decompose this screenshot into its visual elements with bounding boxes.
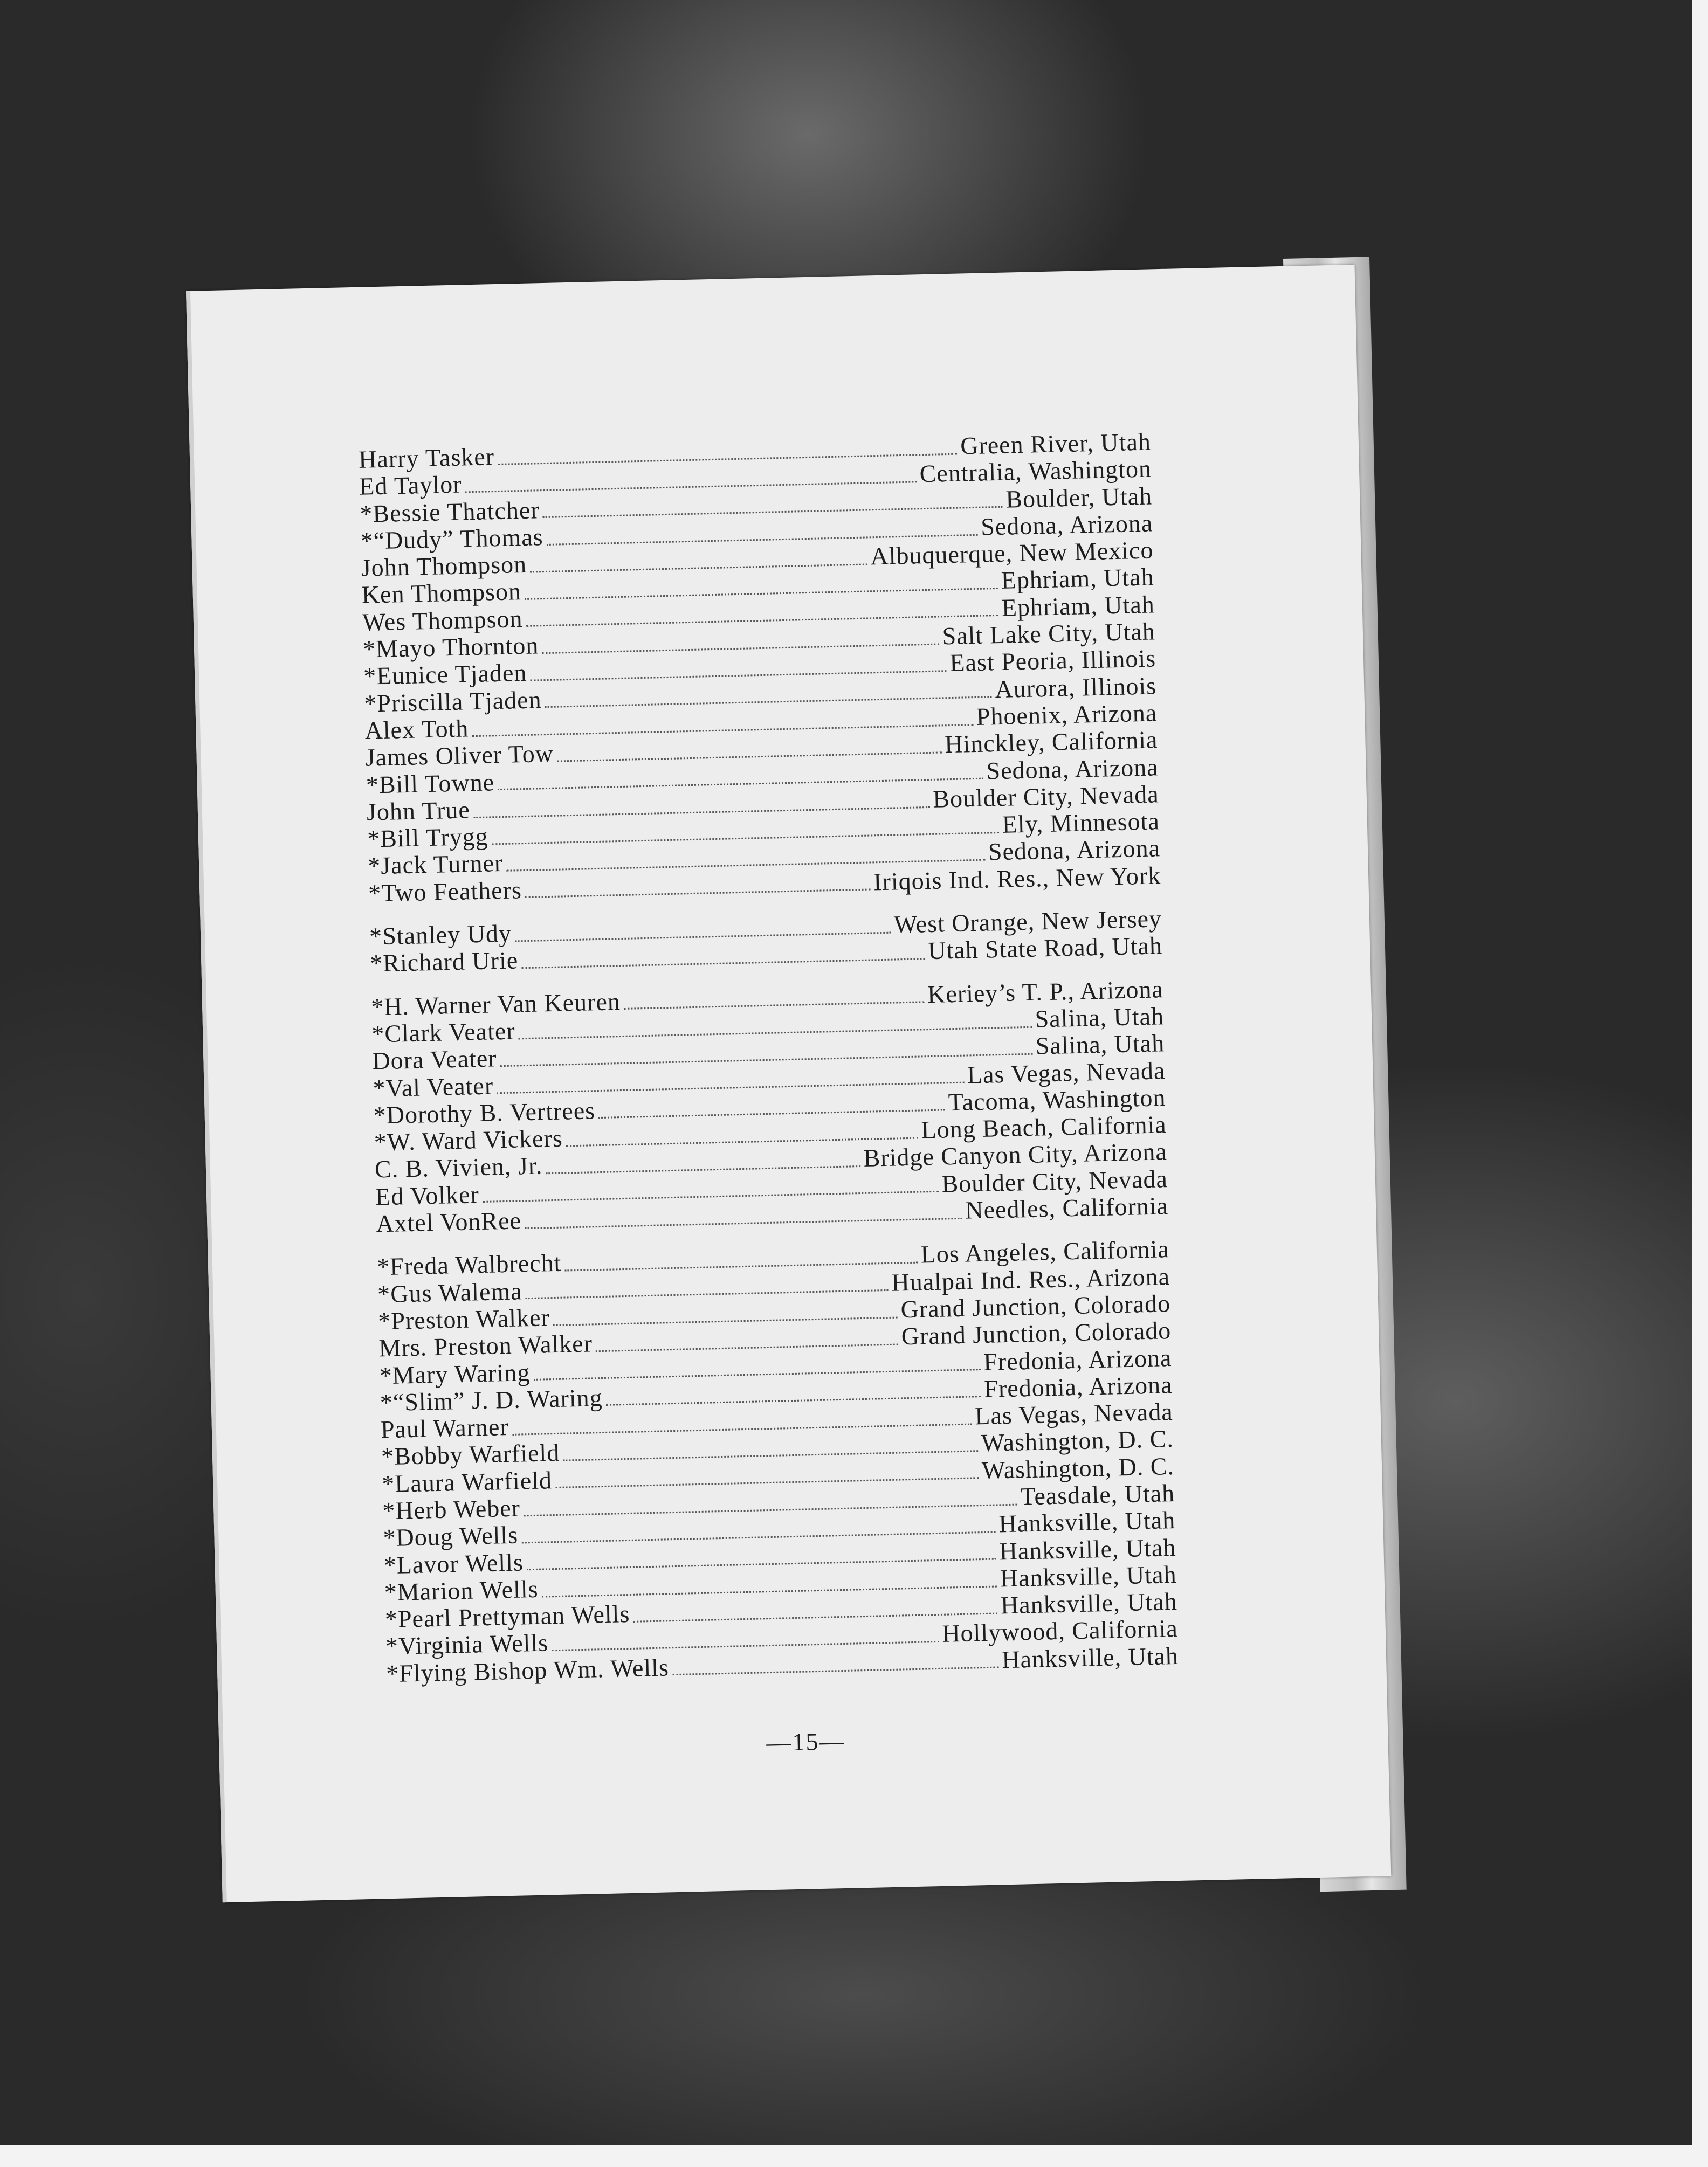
entry-name: *Marion Wells (384, 1575, 539, 1606)
entry-place: Utah State Road, Utah (927, 931, 1163, 965)
entry-name: *Richard Urie (369, 946, 519, 977)
entry-place: Grand Junction, Colorado (900, 1289, 1171, 1323)
entry-name: Ed Volker (375, 1180, 480, 1211)
entry-place: Sedona, Arizona (988, 834, 1161, 866)
entry-name: John Thompson (361, 550, 527, 582)
entry-place: Washington, D. C. (981, 1425, 1174, 1457)
entry-place: Salina, Utah (1035, 1029, 1165, 1060)
entry-name: *Virginia Wells (385, 1628, 549, 1660)
entry-place: Hualpai Ind. Res., Arizona (891, 1262, 1170, 1296)
entry-name: Dora Veater (371, 1044, 498, 1075)
entry-name: John True (366, 796, 471, 826)
entry-name: Ken Thompson (361, 577, 522, 609)
page-number: —15— (766, 1727, 845, 1757)
entry-place: Ephriam, Utah (1001, 590, 1155, 622)
entry-name: *W. Ward Vickers (374, 1124, 563, 1156)
entry-name: *“Dudy” Thomas (360, 522, 544, 555)
entry-name: *Dorothy B. Vertrees (373, 1096, 596, 1129)
entry-place: Needles, California (965, 1192, 1169, 1224)
entry-place: Los Angeles, California (920, 1235, 1170, 1268)
entry-place: Hanksville, Utah (1000, 1588, 1178, 1619)
entry-name: *Two Feathers (368, 875, 522, 907)
entry-name: *Doug Wells (382, 1521, 519, 1552)
entry-name: Alex Toth (364, 714, 469, 744)
entry-name: *Mayo Thornton (362, 631, 539, 663)
entry-place: Green River, Utah (960, 427, 1152, 460)
entry-name: *Priscilla Tjaden (363, 685, 542, 717)
entry-place: West Orange, New Jersey (893, 905, 1162, 938)
entry-place: Boulder City, Nevada (941, 1164, 1168, 1198)
entry-place: Keriey’s T. P., Arizona (927, 975, 1164, 1008)
entry-place: Hanksville, Utah (1000, 1560, 1177, 1592)
entry-name: *Freda Walbrecht (376, 1248, 562, 1281)
entry-place: Washington, D. C. (981, 1452, 1175, 1484)
entry-place: Ely, Minnesota (1002, 807, 1160, 839)
dot-leader (596, 1343, 898, 1352)
entry-name: *Val Veater (373, 1071, 494, 1102)
entry-place: East Peoria, Illinois (949, 644, 1156, 677)
entry-name: Paul Warner (380, 1413, 509, 1444)
entry-place: Fredonia, Arizona (983, 1370, 1173, 1403)
entry-name: *Stanley Udy (369, 919, 512, 950)
entry-name: *Bobby Warfield (381, 1439, 560, 1471)
entry-name: *Laura Warfield (381, 1466, 553, 1498)
entry-name: *Pearl Prettyman Wells (384, 1600, 630, 1633)
entry-name: *Lavor Wells (383, 1548, 524, 1579)
entry-place: Phoenix, Arizona (976, 699, 1158, 730)
entry-name: *Bessie Thatcher (359, 495, 540, 528)
entry-name: *Clark Veater (371, 1017, 516, 1048)
entry-place: Salina, Utah (1035, 1002, 1165, 1033)
entry-name: *Bill Towne (366, 768, 495, 799)
entry-place: Aurora, Illinois (994, 672, 1157, 703)
entry-name: *“Slim” J. D. Waring (380, 1383, 603, 1417)
entry-place: Teasdale, Utah (1020, 1479, 1175, 1510)
entry-place: Ephriam, Utah (1001, 563, 1155, 595)
scan-border-bottom (0, 2145, 1708, 2167)
entry-place: Long Beach, California (921, 1110, 1167, 1144)
entry-name: Wes Thompson (362, 604, 524, 636)
entry-name: *H. Warner Van Keuren (370, 987, 621, 1021)
entry-place: Fredonia, Arizona (983, 1343, 1172, 1376)
entry-place: Las Vegas, Nevada (967, 1056, 1166, 1089)
entry-place: Albuquerque, New Mexico (870, 536, 1154, 570)
entry-name: *Bill Trygg (367, 822, 489, 853)
entry-place: Sedona, Arizona (986, 753, 1159, 785)
entry-name: Harry Tasker (358, 443, 495, 473)
entry-place: Tacoma, Washington (948, 1083, 1166, 1116)
entry-place: Boulder, Utah (1005, 482, 1153, 513)
entry-place: Bridge Canyon City, Arizona (863, 1137, 1168, 1172)
entry-place: Hollywood, California (941, 1614, 1179, 1648)
entry-place: Sedona, Arizona (980, 509, 1153, 541)
dot-leader (624, 1002, 924, 1010)
entry-place: Hanksville, Utah (1001, 1641, 1179, 1674)
booklet-page (186, 265, 1391, 1902)
directory-list (359, 428, 1179, 1687)
entry-name: James Oliver Tow (365, 740, 554, 771)
entry-name: *Gus Walema (377, 1276, 523, 1308)
entry-place: Hanksville, Utah (999, 1533, 1176, 1565)
entry-place: Las Vegas, Nevada (974, 1398, 1174, 1430)
entry-place: Hanksville, Utah (998, 1506, 1176, 1538)
entry-name: Axtel VonRee (375, 1206, 522, 1238)
entry-name: *Flying Bishop Wm. Wells (385, 1653, 670, 1687)
entry-place: Hinckley, California (944, 726, 1158, 758)
entry-name: C. B. Vivien, Jr. (374, 1151, 543, 1183)
scan-border-right (1692, 0, 1708, 2167)
entry-place: Boulder City, Nevada (932, 780, 1160, 813)
entry-name: *Jack Turner (367, 849, 504, 880)
dot-leader (672, 1667, 999, 1676)
entry-name: *Eunice Tjaden (363, 659, 527, 691)
entry-place: Salt Lake City, Utah (942, 617, 1156, 650)
entry-place: Centralia, Washington (919, 454, 1152, 488)
entry-name: *Mary Waring (379, 1358, 531, 1389)
entry-name: Ed Taylor (359, 470, 463, 501)
entry-name: *Herb Weber (382, 1494, 521, 1525)
entry-name: *Preston Walker (377, 1303, 550, 1335)
entry-place: Grand Junction, Colorado (901, 1316, 1172, 1350)
entry-name: Mrs. Preston Walker (378, 1329, 593, 1362)
entry-place: Iriqois Ind. Res., New York (873, 861, 1161, 896)
